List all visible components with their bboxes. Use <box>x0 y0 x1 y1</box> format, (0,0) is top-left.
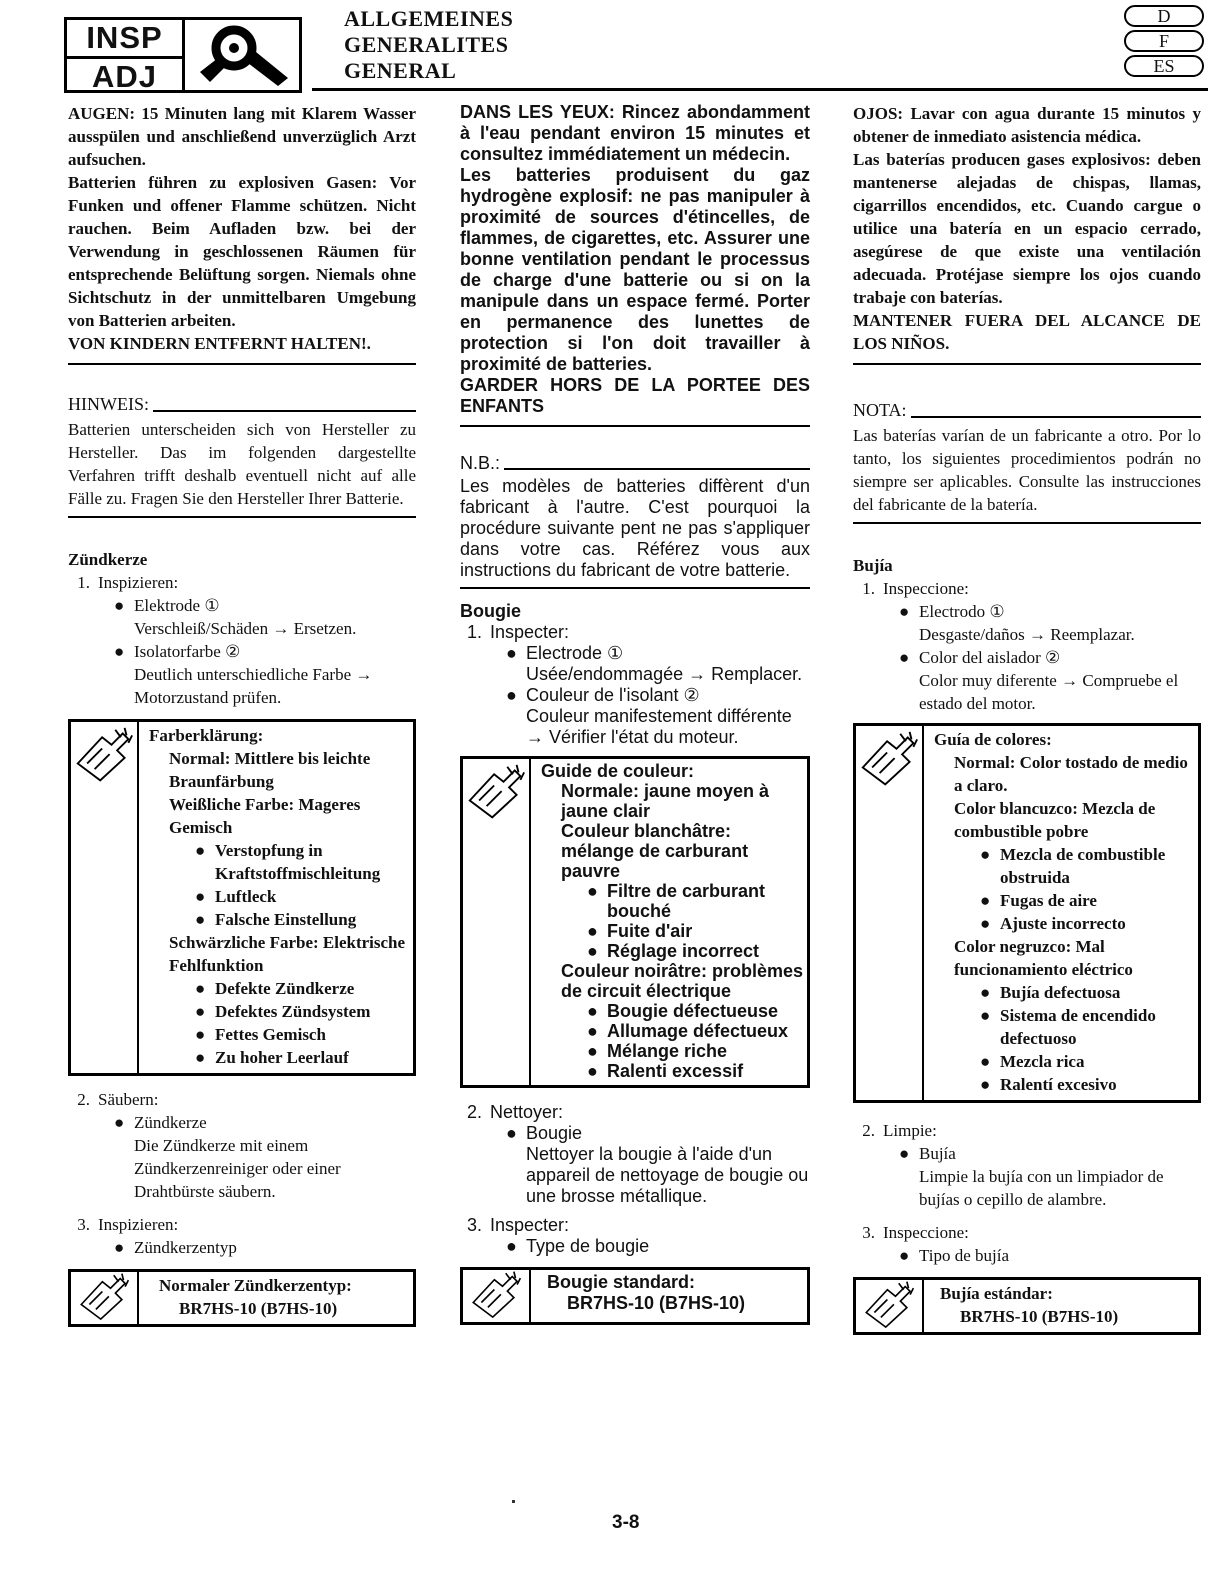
section-title: Zündkerze <box>68 550 148 569</box>
caliper-icon <box>463 759 531 1085</box>
list-item-detail: Die Zündkerze mit einem Zündkerzenreiniger oder einer Drahtbürste säubern. <box>134 1136 341 1201</box>
language-tags <box>1124 5 1204 80</box>
title-fr: GENERALITES <box>344 32 509 57</box>
cause-item: ● Mezcla rica <box>980 1052 1085 1071</box>
note-text: Las baterías varían de un fabricante a otro. Por lo tanto, los siguientes procedimientos podrán no siempre ser aplicables. Consulte las instrucciones del fabricante de la batería. <box>853 426 1201 514</box>
step-2: 2. Nettoyer: <box>466 1102 564 1122</box>
list-item: ● Type de bougie <box>506 1236 650 1256</box>
header-rule <box>312 88 1208 91</box>
battery-warning <box>460 102 810 417</box>
list-item: ● Isolatorfarbe ② <box>114 642 241 661</box>
cause-item: ● Sistema de encendido defectuoso <box>980 1006 1156 1048</box>
note-label: HINWEIS: <box>68 394 149 414</box>
column-french <box>460 102 810 1325</box>
standard-plug-title: Normaler Zündkerzentyp: <box>159 1276 352 1295</box>
caliper-icon <box>71 1272 139 1324</box>
standard-plug-value: BR7HS-10 (B7HS-10) <box>960 1307 1119 1326</box>
note-text: Batterien unterscheiden sich von Hersteller zu Hersteller. Das im folgenden dargestellte Verfahren trifft deshalb eventuell nicht auf alle Fälle zu. Fragen Sie den Hersteller Ihrer Batterie. <box>68 420 416 508</box>
cause-item: ● Filtre de carburant bouché <box>587 881 766 921</box>
list-item-detail: Verschleiß/Schäden → Ersetzen. <box>134 619 357 638</box>
cause-item: ● Bujía defectuosa <box>980 983 1121 1002</box>
note-label: NOTA: <box>853 400 907 420</box>
color-whitish: Weißliche Farbe: Mageres Gemisch <box>169 795 361 837</box>
color-normal: Normale: jaune moyen à jaune clair <box>561 781 770 821</box>
section-title: Bujía <box>853 556 893 575</box>
note-heading <box>853 399 1201 422</box>
warning-children: MANTENER FUERA DEL ALCANCE DE LOS NIÑOS. <box>853 311 1201 353</box>
color-normal: Normal: Mittlere bis leichte Braunfärbung <box>169 749 371 791</box>
divider <box>460 587 810 589</box>
standard-plug-value: BR7HS-10 (B7HS-10) <box>179 1299 338 1318</box>
standard-plug-value: BR7HS-10 (B7HS-10) <box>567 1293 746 1313</box>
step-1: 1. Inspecter: <box>466 622 570 642</box>
note-label: N.B.: <box>460 453 501 473</box>
color-black: Color negruzco: Mal funcionamiento eléctrico <box>954 937 1133 979</box>
wrench-logo-icon <box>185 20 299 90</box>
cause-item: ● Ralentí excesivo <box>980 1075 1117 1094</box>
warning-children: GARDER HORS DE LA PORTEE DES ENFANTS <box>460 375 810 416</box>
note-heading <box>68 393 416 416</box>
color-guide-title: Guide de couleur: <box>541 761 695 781</box>
color-guide-box <box>853 723 1201 1103</box>
list-item: ● Zündkerzentyp <box>114 1238 237 1257</box>
cause-item: ● Verstopfung in Kraftstoffmischleitung <box>195 841 381 883</box>
note-text: Les modèles de batteries diffèrent d'un fabricant à l'autre. C'est pourquoi la procédure suivante pent ne pas s'appliquer dans votre cas. Référez vous aux instructions du fabricant de votre batterie. <box>460 476 810 580</box>
cause-item: ● Fettes Gemisch <box>195 1025 326 1044</box>
color-black: Couleur noirâtre: problèmes de circuit électrique <box>561 961 804 1001</box>
title-es: GENERAL <box>344 58 457 83</box>
list-item: ● Elektrode ① <box>114 596 220 615</box>
lang-tag-es: ES <box>1124 55 1204 77</box>
list-item-detail: Color muy diferente → Compruebe el estado del motor. <box>919 671 1179 713</box>
step-1: 1. Inspizieren: <box>77 573 179 592</box>
step-3: 3. Inspeccione: <box>862 1223 969 1242</box>
color-guide-title: Guía de colores: <box>934 730 1052 749</box>
list-item-detail: Deutlich unterschiedliche Farbe → Motorzustand prüfen. <box>134 665 373 707</box>
cause-item: ● Zu hoher Leerlauf <box>195 1048 349 1067</box>
list-item: ● Bougie <box>506 1123 583 1143</box>
warning-gases: Batterien führen zu explosiven Gasen: Vor Funken und offener Flamme schützen. Nicht rauchen. Beim Aufladen bzw. bei der Verwendung in geschlossenen Räumen für entsprechende Belüftung sorgen. Niemals ohne Sichtschutz in der unmittelbaren Umgebung von Batterien arbeiten. <box>68 173 416 330</box>
caliper-icon <box>463 1270 531 1322</box>
lang-tag-f: F <box>1124 30 1204 52</box>
column-german <box>68 102 416 1327</box>
step-3: 3. Inspizieren: <box>77 1215 179 1234</box>
section-badge <box>64 17 302 93</box>
cause-item: ● Luftleck <box>195 887 277 906</box>
color-normal: Normal: Color tostado de medio a claro. <box>954 753 1188 795</box>
cause-item: ● Falsche Einstellung <box>195 910 357 929</box>
cause-item: ● Defekte Zündkerze <box>195 979 355 998</box>
caliper-icon <box>856 1280 924 1332</box>
standard-plug-box <box>68 1269 416 1327</box>
cause-item: ● Mezcla de combustible obstruida <box>980 845 1166 887</box>
print-speck <box>512 1500 515 1503</box>
cause-item: ● Allumage défectueux <box>587 1021 789 1041</box>
standard-plug-box <box>853 1277 1201 1335</box>
warning-children: VON KINDERN ENTFERNT HALTEN!. <box>68 334 371 353</box>
color-whitish: Color blancuzco: Mezcla de combustible pobre <box>954 799 1156 841</box>
divider <box>460 425 810 427</box>
list-item: ● Color del aislador ② <box>899 648 1061 667</box>
color-whitish: Couleur blanchâtre: mélange de carburant pauvre <box>561 821 749 881</box>
list-item-detail: Usée/endommagée → Remplacer. <box>526 664 803 684</box>
list-item: ● Tipo de bujía <box>899 1246 1010 1265</box>
list-item: ● Couleur de l'isolant ② <box>506 685 700 705</box>
step-1: 1. Inspeccione: <box>862 579 969 598</box>
divider <box>853 522 1201 524</box>
cause-item: ● Ajuste incorrecto <box>980 914 1126 933</box>
list-item-detail: Nettoyer la bougie à l'aide d'un appareil de nettoyage de bougie ou une brosse métallique. <box>526 1144 809 1206</box>
divider <box>853 363 1201 365</box>
warning-gases: Les batteries produisent du gaz hydrogène explosif: ne pas manipuler à proximité de sources d'étincelles, de flammes, de cigarettes, etc. Assurer une bonne ventilation pendant le processus de charge d'une batterie ou si on la manipule dans un espace fermé. Porter en permanence des lunettes de protection si l'on doit travailler à proximité de batteries. <box>460 165 810 374</box>
step-2: 2. Limpie: <box>862 1121 937 1140</box>
page-number: 3-8 <box>612 1512 640 1533</box>
cause-item: ● Ralenti excessif <box>587 1061 744 1081</box>
lang-tag-d: D <box>1124 5 1204 27</box>
cause-item: ● Réglage incorrect <box>587 941 760 961</box>
warning-gases: Las baterías producen gases explosivos: deben mantenerse alejadas de chispas, llamas, cigarrillos encendidos, etc. Cuando cargue o utilice una batería en un espacio cerrado, asegúrese de que existe una ventilación adecuada. Protéjase siempre los ojos cuando trabaje con baterías. <box>853 150 1201 307</box>
list-item: ● Zündkerze <box>114 1113 207 1132</box>
section-codes <box>67 20 185 94</box>
battery-warning <box>68 102 416 355</box>
color-guide-box <box>68 719 416 1076</box>
list-item-detail: Limpie la bujía con un limpiador de bujías o cepillo de alambre. <box>919 1167 1164 1209</box>
warning-eyes: OJOS: Lavar con agua durante 15 minutos y obtener de inmediato asistencia médica. <box>853 104 1201 146</box>
list-item: ● Bujía <box>899 1144 956 1163</box>
list-item-detail: Desgaste/daños → Reemplazar. <box>919 625 1135 644</box>
list-item: ● Electrodo ① <box>899 602 1005 621</box>
caliper-icon <box>856 726 924 1100</box>
step-3: 3. Inspecter: <box>466 1215 570 1235</box>
cause-item: ● Bougie défectueuse <box>587 1001 779 1021</box>
color-black: Schwärzliche Farbe: Elektrische Fehlfunktion <box>169 933 406 975</box>
standard-plug-box <box>460 1267 810 1325</box>
divider <box>68 516 416 518</box>
warning-eyes: AUGEN: 15 Minuten lang mit Klarem Wasser ausspülen und anschließend unverzüglich Arzt aufsuchen. <box>68 104 416 169</box>
badge-code-insp: INSP <box>86 20 163 55</box>
color-guide-box <box>460 756 810 1088</box>
cause-item: ● Defektes Zündsystem <box>195 1002 371 1021</box>
list-item-detail: Couleur manifestement différente → Vérifier l'état du moteur. <box>526 706 792 747</box>
step-2: 2. Säubern: <box>77 1090 159 1109</box>
standard-plug-title: Bougie standard: <box>547 1272 696 1292</box>
caliper-icon <box>71 722 139 1073</box>
cause-item: ● Fugas de aire <box>980 891 1097 910</box>
list-item: ● Electrode ① <box>506 643 624 663</box>
note-heading <box>460 453 810 474</box>
standard-plug-title: Bujía estándar: <box>940 1284 1053 1303</box>
battery-warning <box>853 102 1201 355</box>
cause-item: ● Mélange riche <box>587 1041 728 1061</box>
warning-eyes: DANS LES YEUX: Rincez abondamment à l'eau pendant environ 15 minutes et consultez immédiatement un médecin. <box>460 102 810 164</box>
color-guide-title: Farberklärung: <box>149 726 264 745</box>
header-titles <box>344 6 513 84</box>
title-de: ALLGEMEINES <box>344 6 514 31</box>
cause-item: ● Fuite d'air <box>587 921 693 941</box>
badge-code-adj: ADJ <box>67 56 182 95</box>
divider <box>68 363 416 365</box>
section-title: Bougie <box>460 601 521 621</box>
column-spanish <box>853 102 1201 1335</box>
